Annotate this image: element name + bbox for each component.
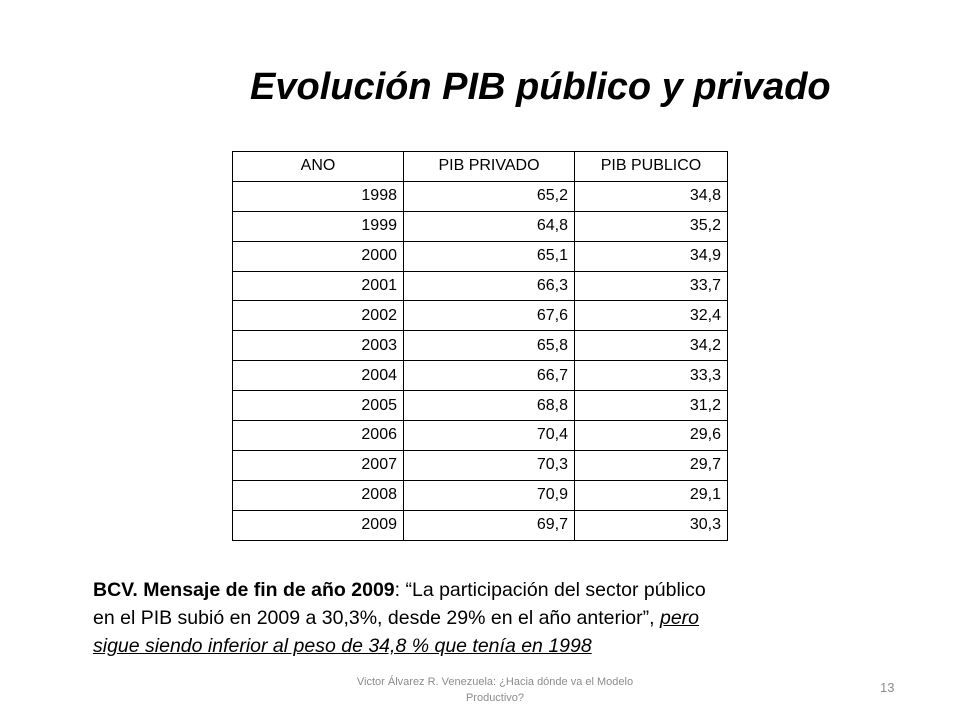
cell-pib-publico: 32,4 <box>575 301 728 331</box>
cell-pib-privado: 65,8 <box>404 331 575 361</box>
cell-pib-privado: 65,2 <box>404 181 575 211</box>
slide-title: Evolución PIB público y privado <box>250 66 831 108</box>
cell-year: 1999 <box>233 211 404 241</box>
header-pib-privado: PIB PRIVADO <box>404 152 575 182</box>
footer-author <box>330 674 660 706</box>
cell-pib-privado: 70,9 <box>404 480 575 510</box>
cell-pib-publico: 31,2 <box>575 391 728 421</box>
cell-year: 2007 <box>233 450 404 480</box>
bcv-note <box>93 576 873 660</box>
pib-table <box>232 151 728 541</box>
cell-pib-privado: 70,4 <box>404 421 575 451</box>
note-underlined-1: pero <box>659 607 700 629</box>
cell-year: 2001 <box>233 271 404 301</box>
cell-pib-publico: 33,7 <box>575 271 728 301</box>
cell-pib-privado: 66,7 <box>404 361 575 391</box>
table-row <box>233 331 728 361</box>
cell-pib-privado: 67,6 <box>404 301 575 331</box>
table-row <box>233 271 728 301</box>
cell-pib-publico: 34,2 <box>575 331 728 361</box>
note-quote-2: en el PIB subió en 2009 a 30,3%, desde 29% en el año anterior”, <box>93 607 660 629</box>
header-row <box>233 152 728 182</box>
cell-year: 2008 <box>233 480 404 510</box>
table-row <box>233 361 728 391</box>
note-underlined-2: sigue siendo inferior al peso de 34,8 % que tenía en 1998 <box>93 635 592 657</box>
table-row <box>233 391 728 421</box>
cell-year: 2006 <box>233 421 404 451</box>
footer-line-2: Productivo? <box>465 692 525 704</box>
cell-year: 2009 <box>233 510 404 540</box>
table-row <box>233 450 728 480</box>
table-row <box>233 421 728 451</box>
cell-pib-privado: 69,7 <box>404 510 575 540</box>
cell-pib-privado: 68,8 <box>404 391 575 421</box>
cell-pib-publico: 29,1 <box>575 480 728 510</box>
cell-pib-privado: 70,3 <box>404 450 575 480</box>
page-number: 13 <box>880 680 895 695</box>
table-row <box>233 301 728 331</box>
footer-line-1: Victor Álvarez R. Venezuela: ¿Hacia dónde va el Modelo <box>356 676 634 688</box>
cell-year: 2003 <box>233 331 404 361</box>
table-row <box>233 510 728 540</box>
note-source: BCV. Mensaje de fin de año 2009 <box>93 579 395 601</box>
cell-pib-publico: 29,7 <box>575 450 728 480</box>
cell-pib-publico: 34,8 <box>575 181 728 211</box>
table-row <box>233 181 728 211</box>
note-line-1 <box>93 576 873 604</box>
cell-pib-publico: 29,6 <box>575 421 728 451</box>
cell-pib-privado: 64,8 <box>404 211 575 241</box>
cell-pib-privado: 65,1 <box>404 241 575 271</box>
cell-year: 2002 <box>233 301 404 331</box>
table-row <box>233 241 728 271</box>
cell-year: 2004 <box>233 361 404 391</box>
note-line-3 <box>93 632 873 660</box>
note-line-2 <box>93 604 873 632</box>
header-pib-publico: PIB PUBLICO <box>575 152 728 182</box>
cell-pib-publico: 35,2 <box>575 211 728 241</box>
cell-pib-publico: 33,3 <box>575 361 728 391</box>
header-year: ANO <box>233 152 404 182</box>
cell-year: 2000 <box>233 241 404 271</box>
table-header <box>233 152 728 182</box>
cell-year: 2005 <box>233 391 404 421</box>
table-body <box>233 181 728 540</box>
cell-year: 1998 <box>233 181 404 211</box>
table-row <box>233 480 728 510</box>
cell-pib-publico: 30,3 <box>575 510 728 540</box>
cell-pib-publico: 34,9 <box>575 241 728 271</box>
cell-pib-privado: 66,3 <box>404 271 575 301</box>
note-quote-1: : “La participación del sector público <box>394 579 706 601</box>
table-row <box>233 211 728 241</box>
